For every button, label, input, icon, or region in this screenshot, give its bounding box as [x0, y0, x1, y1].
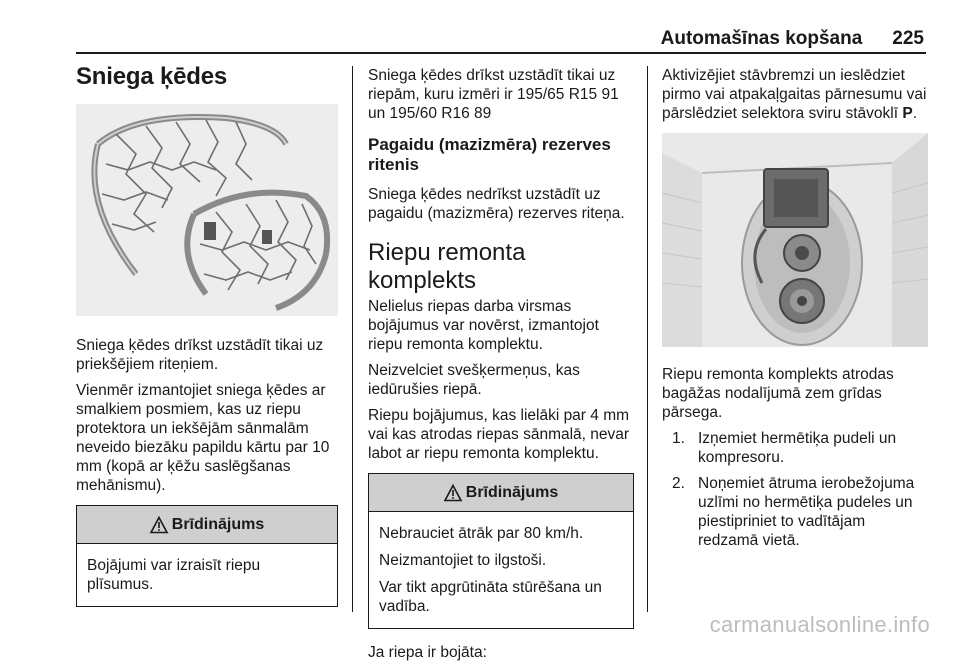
warning-box [368, 473, 634, 629]
column-divider [352, 66, 353, 612]
page-number: 225 [892, 28, 924, 49]
warning-header [369, 474, 633, 512]
header-title: Automašīnas kopšana [660, 28, 863, 49]
subsection-title-temporary-spare: Pagaidu (mazizmēra) rezerves ritenis [368, 135, 611, 174]
paragraph: Sniega ķēdes drīkst uzstādīt tikai uz priekšējiem riteņiem. [76, 337, 324, 373]
warning-title: Brīdinājums [465, 484, 559, 501]
list-item [672, 474, 928, 550]
warning-header [77, 506, 337, 544]
warning-line: Bojājumi var izraisīt riepu plīsumus. [87, 557, 261, 593]
column-3 [662, 66, 928, 557]
warning-title: Brīdinājums [171, 516, 265, 533]
warning-box [76, 505, 338, 607]
paragraph: Neizvelciet svešķermeņus, kas iedūrušies riepā. [368, 362, 580, 398]
column-2 [368, 66, 634, 669]
warning-triangle-icon [150, 516, 168, 534]
trunk-repair-kit-illustration [662, 133, 928, 347]
column-1 [76, 58, 338, 607]
warning-line: Var tikt apgrūtināta stūrēšana un vadība. [379, 579, 602, 615]
step-number: 2. [672, 475, 685, 492]
warning-triangle-icon [444, 484, 462, 502]
paragraph: Sniega ķēdes nedrīkst uzstādīt uz pagaidu (mazizmēra) rezerves riteņa. [368, 186, 625, 222]
paragraph: Nelielus riepas darba virsmas bojājumus var novērst, izmantojot riepu remonta komplektu. [368, 298, 599, 353]
selector-position-p: P [902, 105, 913, 122]
trunk-compartment-icon [662, 133, 928, 347]
paragraph: Ja riepa ir bojāta: [368, 644, 487, 661]
warning-line: Neizmantojiet to ilgstoši. [379, 552, 547, 569]
snow-chains-icon [76, 104, 338, 316]
steps-list [672, 429, 928, 550]
paragraph [662, 66, 928, 123]
snow-chains-illustration [76, 104, 338, 316]
page-header [76, 22, 924, 52]
watermark: carmanualsonline.info [709, 612, 930, 637]
step-text: Noņemiet ātruma ierobežojuma uzlīmi no hermētiķa pudeles un piestipriniet to vadītājam redzamā vietā. [698, 475, 915, 549]
warning-body [369, 512, 633, 628]
paragraph: Riepu bojājumus, kas lielāki par 4 mm vai kas atrodas riepas sānmalā, nevar labot ar riepu remonta komplektu. [368, 407, 630, 462]
section-title-snow-chains: Sniega ķēdes [76, 63, 228, 90]
paragraph: Sniega ķēdes drīkst uzstādīt tikai uz riepām, kuru izmēri ir 195/65 R15 91 un 195/60 R16 89 [368, 67, 619, 122]
paragraph: Riepu remonta komplekts atrodas bagāžas nodalījumā zem grīdas pārsega. [662, 366, 894, 421]
paragraph: Vienmēr izmantojiet sniega ķēdes ar smalkiem posmiem, kas uz riepu protektora un iekšējām sānmalām neveido biezāku papildu kārtu par 10 mm (kopā ar ķēžu saslēgšanas mehānismu). [76, 382, 330, 494]
list-item [672, 429, 928, 467]
step-number: 1. [672, 430, 685, 447]
paragraph-text: Aktivizējiet stāvbremzi un ieslēdziet pirmo vai atpakaļgaitas pārnesumu vai pārslēdziet selektora sviru stāvoklī [662, 67, 927, 122]
column-divider [647, 66, 648, 612]
step-text: Izņemiet hermētiķa pudeli un kompresoru. [698, 430, 897, 466]
paragraph-end: . [912, 105, 918, 122]
warning-line: Nebrauciet ātrāk par 80 km/h. [379, 525, 584, 542]
warning-body [77, 544, 337, 606]
section-title-repair-kit: Riepu remonta komplekts [368, 239, 526, 294]
header-rule [76, 52, 926, 54]
